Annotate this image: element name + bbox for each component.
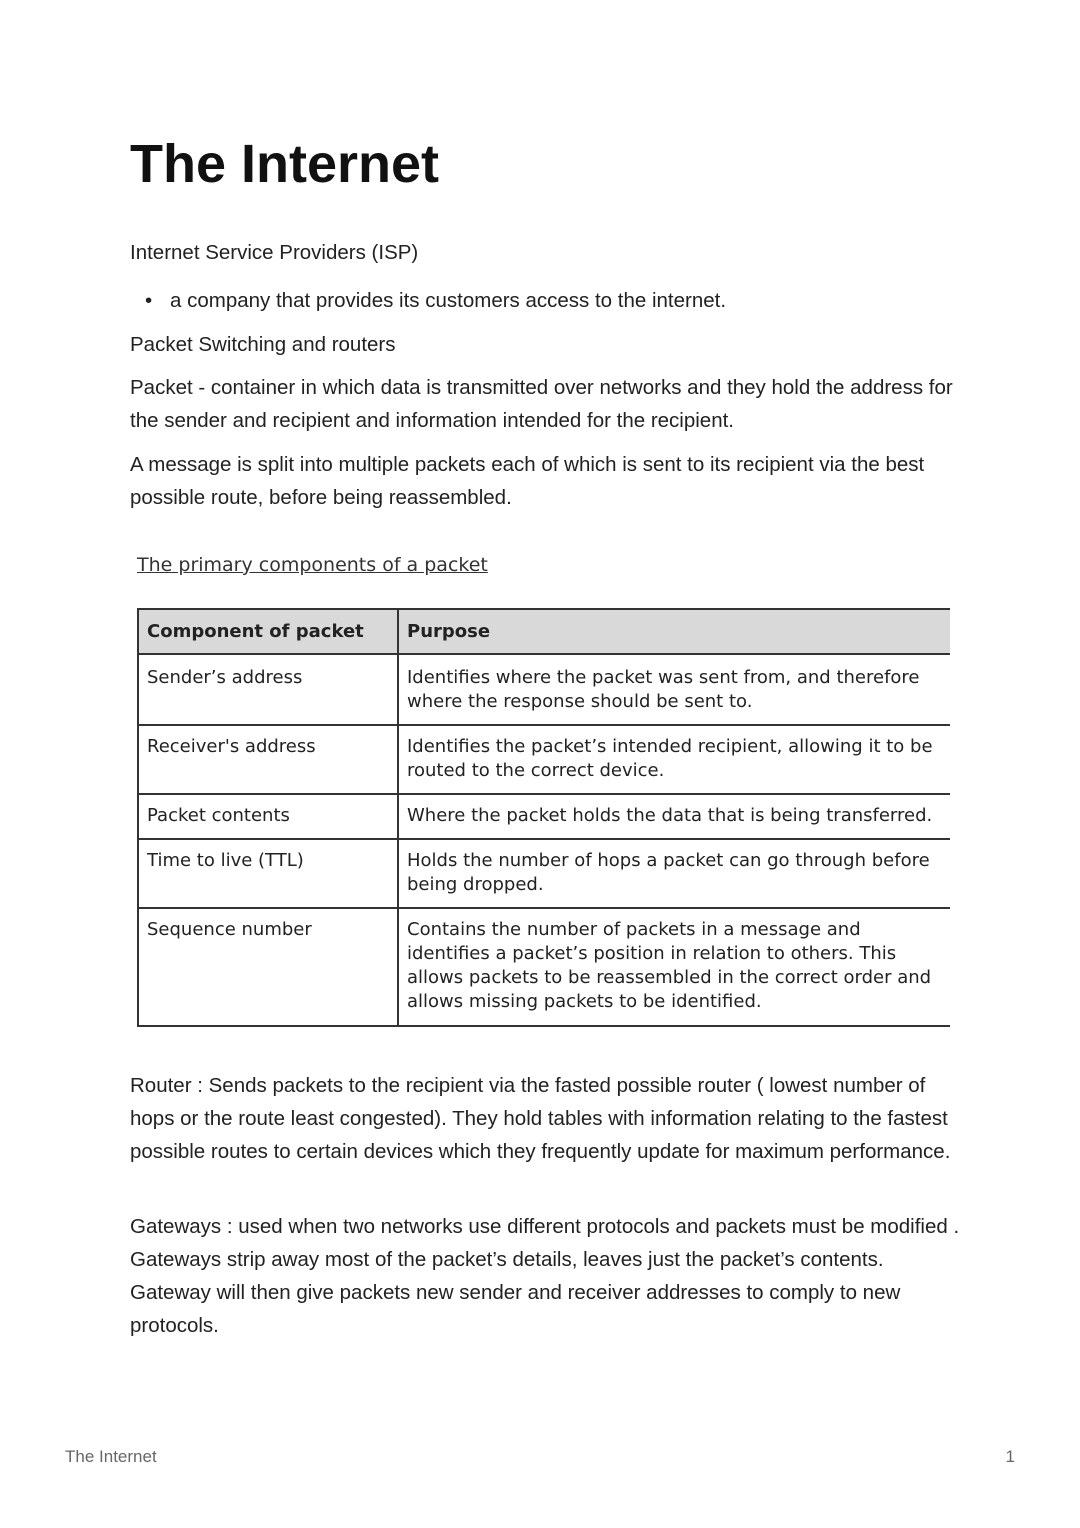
page-title: The Internet [130, 134, 440, 194]
component-cell: Time to live (TTL) [138, 839, 398, 908]
table-row [138, 794, 950, 839]
bullet-icon: • [145, 289, 153, 312]
packet-definition: Packet - container in which data is transmitted over networks and they hold the address for the sender and recipient and information intended for the recipient. [130, 376, 953, 432]
isp-bullet-text: a company that provides its customers access to the internet. [170, 289, 727, 312]
component-cell: Receiver's address [138, 725, 398, 794]
table-row [138, 908, 950, 1026]
packet-switching-heading: Packet Switching and routers [130, 333, 396, 356]
page-number: 1 [1005, 1447, 1015, 1466]
gateways-paragraph: Gateways : used when two networks use different protocols and packets must be modified . Gateways strip away most of the packet’s details, leaves just the packet’s contents. Gateway will then give packets new sender and receiver addresses to comply to new protocols. [130, 1215, 960, 1337]
packet-components-table [137, 608, 950, 1027]
purpose-cell: Where the packet holds the data that is being transferred. [398, 794, 950, 839]
table-header-row [138, 609, 950, 654]
component-cell: Packet contents [138, 794, 398, 839]
table-row [138, 654, 950, 725]
header-purpose: Purpose [398, 609, 950, 654]
component-cell: Sequence number [138, 908, 398, 1026]
purpose-cell: Identifies where the packet was sent from, and therefore where the response should be sent to. [398, 654, 950, 725]
footer-label: The Internet [65, 1447, 157, 1466]
purpose-cell: Holds the number of hops a packet can go through before being dropped. [398, 839, 950, 908]
isp-heading: Internet Service Providers (ISP) [130, 241, 419, 264]
table-caption: The primary components of a packet [137, 554, 488, 576]
header-component: Component of packet [138, 609, 398, 654]
isp-bullet-item [145, 284, 726, 317]
message-paragraph: A message is split into multiple packets each of which is sent to its recipient via the best possible route, before being reassembled. [130, 453, 925, 509]
component-cell: Sender’s address [138, 654, 398, 725]
table-row [138, 725, 950, 794]
table-row [138, 839, 950, 908]
purpose-cell: Contains the number of packets in a message and identifies a packet’s position in relation to others. This allows packets to be reassembled in the correct order and allows missing packets to be identified. [398, 908, 950, 1026]
router-paragraph: Router : Sends packets to the recipient via the fasted possible router ( lowest number of hops or the route least congested). They hold tables with information relating to the fastest possible routes to certain devices which they frequently update for maximum performance. [130, 1074, 951, 1163]
purpose-cell: Identifies the packet’s intended recipient, allowing it to be routed to the correct device. [398, 725, 950, 794]
